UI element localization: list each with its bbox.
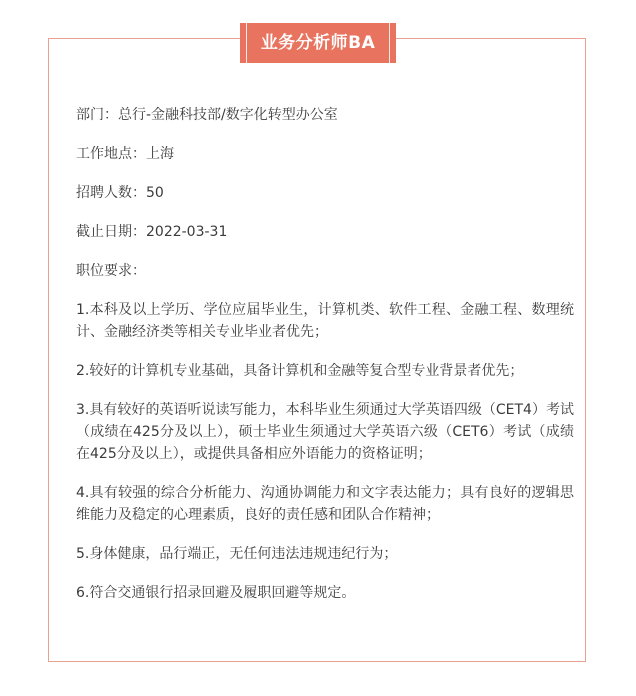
location-line: 工作地点：上海 — [76, 146, 174, 162]
department-line: 部门：总行-金融科技部/数字化转型办公室 — [76, 107, 338, 123]
job-title-badge: 业务分析师BA — [240, 23, 396, 63]
requirement-item: 2.较好的计算机专业基础，具备计算机和金融等复合型专业背景者优先； — [76, 363, 524, 379]
headcount-line: 招聘人数：50 — [76, 185, 164, 201]
deadline-line: 截止日期：2022-03-31 — [76, 224, 228, 240]
requirement-item: 1.本科及以上学历、学位应届毕业生，计算机类、软件工程、金融工程、数理统计、金融经济类等相关专业毕业者优先； — [76, 302, 574, 340]
requirement-item: 4.具有较强的综合分析能力、沟通协调能力和文字表达能力；具有良好的逻辑思维能力及稳定的心理素质，良好的责任感和团队合作精神； — [76, 485, 574, 523]
requirement-item: 3.具有较好的英语听说读写能力，本科毕业生须通过大学英语四级（CET4）考试（成绩在425分及以上），硕士毕业生须通过大学英语六级（CET6）考试（成绩在425分及以上），或提供具备相应外语能力的资格证明； — [76, 402, 574, 462]
requirements-heading: 职位要求： — [76, 263, 146, 279]
requirement-item: 6.符合交通银行招录回避及履职回避等规定。 — [76, 585, 356, 601]
card-top-border-left — [48, 38, 240, 39]
card-top-border-right — [396, 38, 586, 39]
requirement-item: 5.身体健康，品行端正，无任何违法违规违纪行为； — [76, 546, 398, 562]
job-content — [76, 104, 574, 604]
